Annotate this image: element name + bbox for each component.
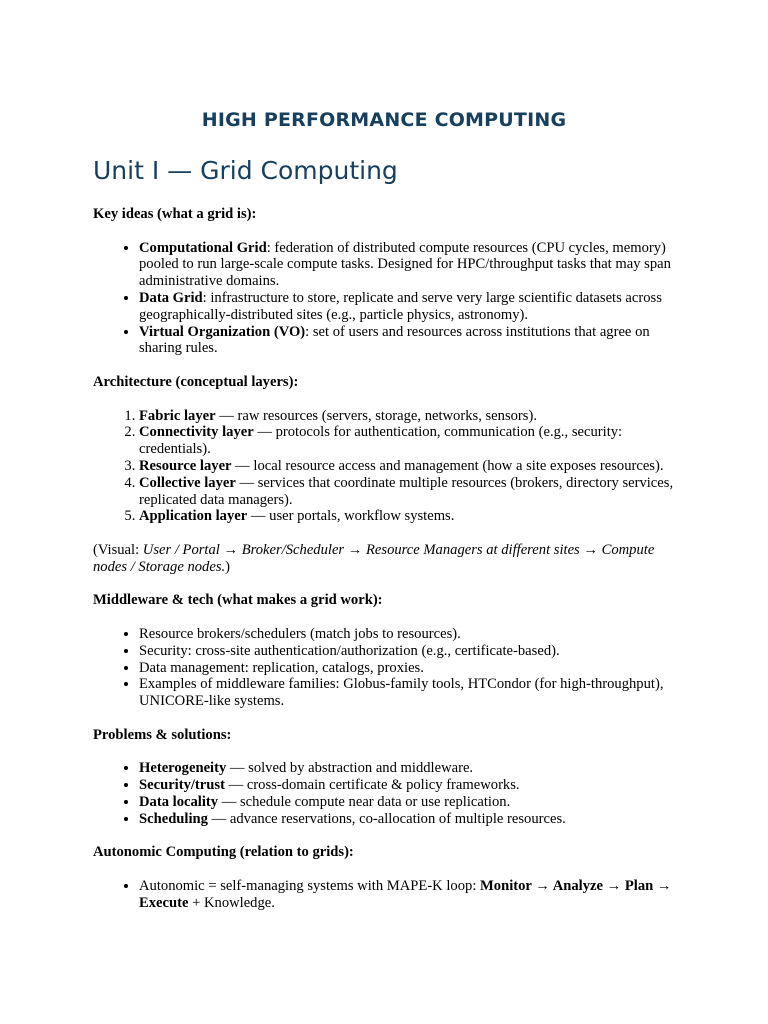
visual-prefix: (Visual: xyxy=(93,541,143,558)
list-item xyxy=(139,324,683,358)
list-item: • Examples of middleware families: Globus-family tools, HTCondor (for high-throughput), UNICORE-like systems. xyxy=(139,676,683,710)
term: Scheduling xyxy=(139,810,208,827)
term: Data Grid xyxy=(139,289,203,306)
middleware-list xyxy=(93,626,683,710)
visual-suffix: ) xyxy=(225,558,231,575)
term: Resource layer xyxy=(139,457,232,474)
mape-k-loop: Monitor → Analyze → Plan → Execute xyxy=(139,877,672,911)
list-item xyxy=(139,240,683,290)
middleware-heading: Middleware & tech (what makes a grid work): xyxy=(93,592,383,609)
item-suffix: + Knowledge. xyxy=(188,894,275,911)
list-item xyxy=(139,508,683,525)
list-item: • Security: cross-site authentication/authorization (e.g., certificate-based). xyxy=(139,643,683,660)
definition: : infrastructure to store, replicate and serve very large scientific datasets across geographically-distributed sites (e.g., particle physics, astronomy). xyxy=(139,289,662,323)
definition: — solved by abstraction and middleware. xyxy=(226,760,474,777)
term: Connectivity layer xyxy=(139,424,254,441)
list-item xyxy=(139,777,683,794)
list-item xyxy=(139,878,683,912)
document-body xyxy=(93,206,683,911)
list-item xyxy=(139,811,683,828)
list-item xyxy=(139,424,683,458)
definition: : set of users and resources across institutions that agree on sharing rules. xyxy=(139,323,650,357)
term: Collective layer xyxy=(139,474,236,491)
definition: — user portals, workflow systems. xyxy=(247,508,455,525)
list-item: • Resource brokers/schedulers (match jobs to resources). xyxy=(139,626,683,643)
term: Computational Grid xyxy=(139,239,267,256)
architecture-heading: Architecture (conceptual layers): xyxy=(93,373,299,390)
list-item xyxy=(139,794,683,811)
definition: — advance reservations, co-allocation of multiple resources. xyxy=(207,810,566,827)
term: Security/trust xyxy=(139,777,225,794)
key-ideas-heading: Key ideas (what a grid is): xyxy=(93,206,257,222)
definition: — cross-domain certificate & policy frameworks. xyxy=(224,777,520,794)
definition: — local resource access and management (how a site exposes resources). xyxy=(231,457,664,474)
term: Data locality xyxy=(139,793,219,810)
term: Application layer xyxy=(139,508,248,525)
visual-flow: User / Portal → Broker/Scheduler → Resource Managers at different sites → Compute nodes / Storage nodes. xyxy=(93,541,655,575)
term: Fabric layer xyxy=(139,407,216,424)
definition: — services that coordinate multiple resources (brokers, directory services, replicated data managers). xyxy=(139,474,674,508)
architecture-visual-note xyxy=(93,542,683,576)
unit-heading: Unit I — Grid Computing xyxy=(93,156,398,185)
list-item xyxy=(139,475,683,509)
term: Heterogeneity xyxy=(139,760,227,777)
list-item xyxy=(139,760,683,777)
architecture-list xyxy=(93,408,683,526)
definition: — raw resources (servers, storage, networks, sensors). xyxy=(215,407,537,424)
definition: — schedule compute near data or use replication. xyxy=(218,793,511,810)
list-item xyxy=(139,408,683,425)
definition: : federation of distributed compute resources (CPU cycles, memory) pooled to run large-scale compute tasks. Designed for HPC/throughput tasks that may span administrative domains. xyxy=(139,239,671,290)
autonomic-list xyxy=(93,878,683,912)
list-item xyxy=(139,290,683,324)
list-item: • Data management: replication, catalogs, proxies. xyxy=(139,660,683,677)
autonomic-heading: Autonomic Computing (relation to grids): xyxy=(93,844,354,861)
key-ideas-list xyxy=(93,240,683,358)
term: Virtual Organization (VO) xyxy=(139,323,306,340)
document-title: HIGH PERFORMANCE COMPUTING xyxy=(201,109,567,131)
list-item xyxy=(139,458,683,475)
definition: — protocols for authentication, communication (e.g., security: credentials). xyxy=(139,424,623,458)
item-prefix: Autonomic = self-managing systems with MAPE-K loop: xyxy=(139,877,481,894)
problems-heading: Problems & solutions: xyxy=(93,726,232,743)
problems-list xyxy=(93,760,683,827)
